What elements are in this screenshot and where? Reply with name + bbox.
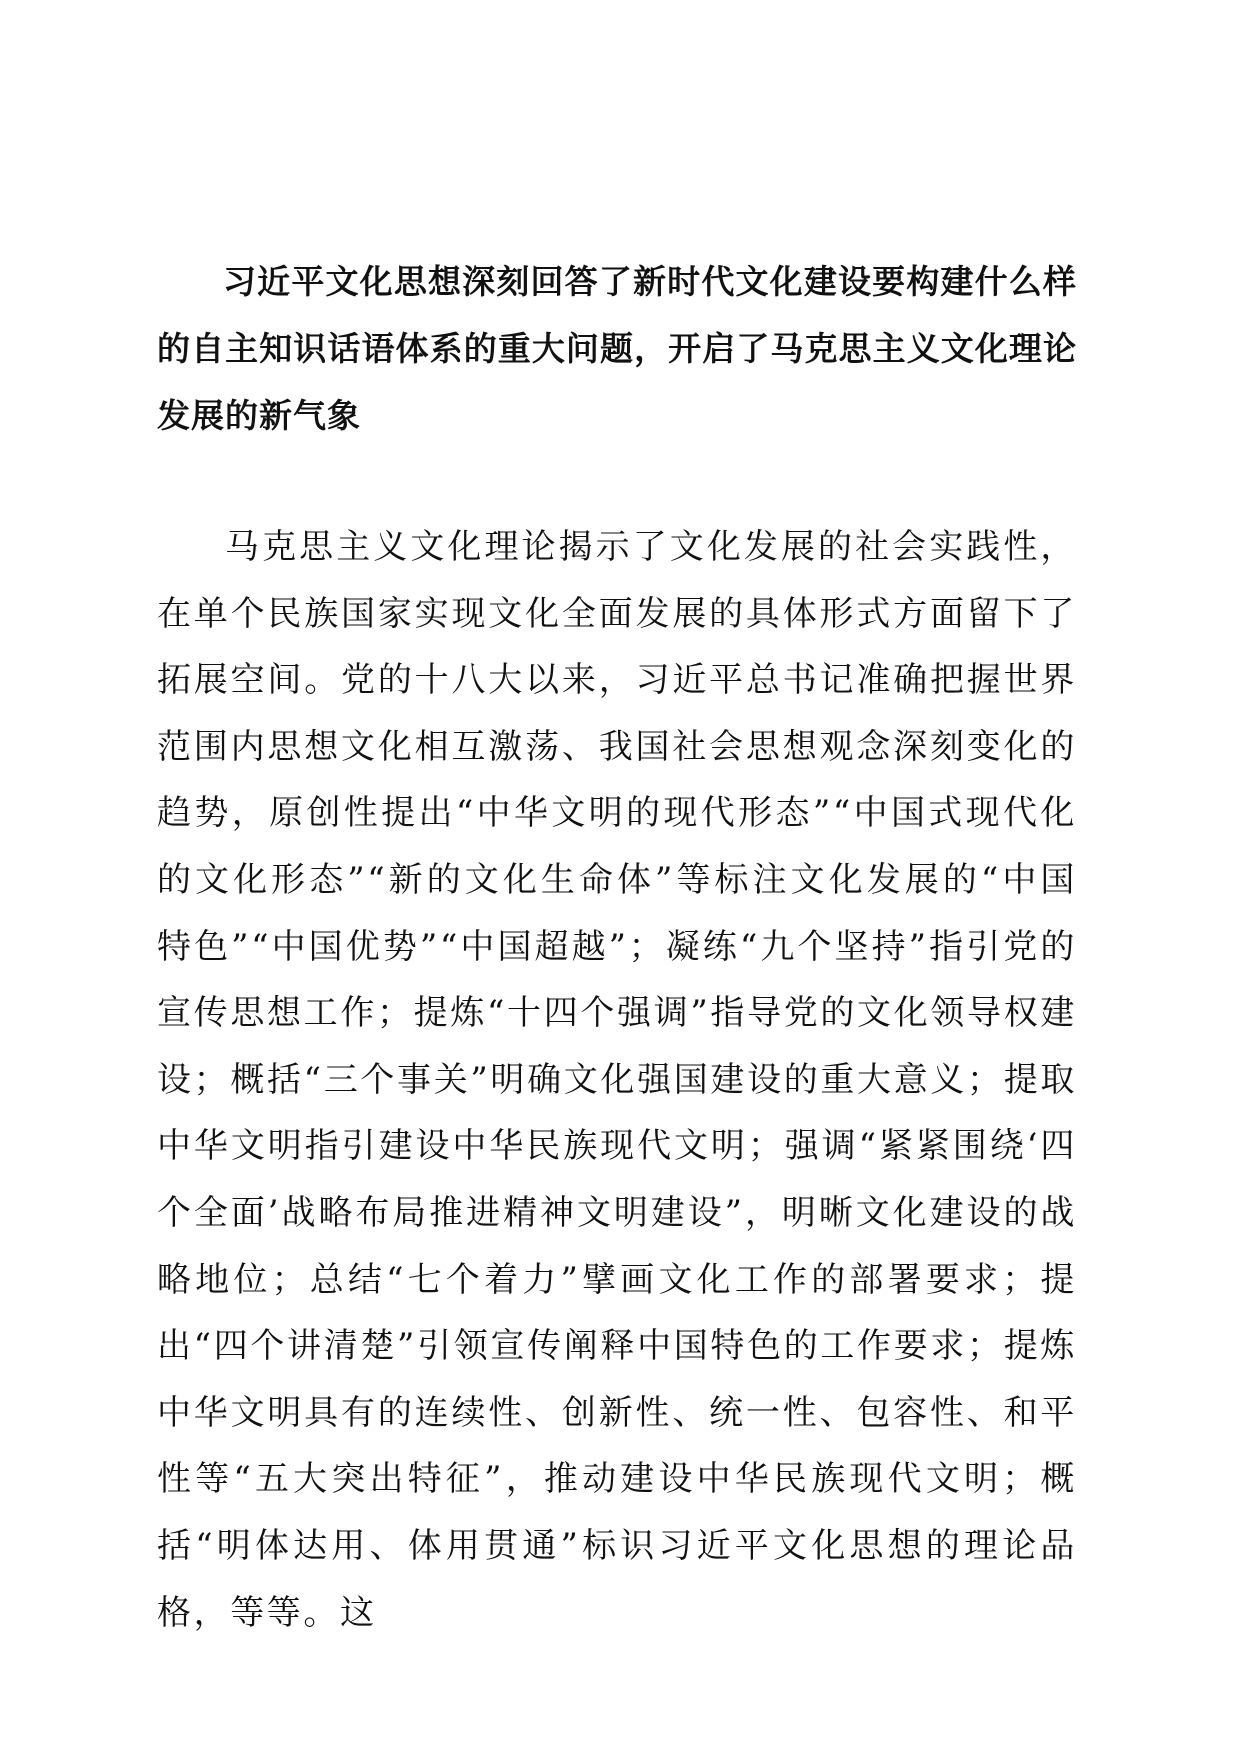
body-paragraph: 马克思主义文化理论揭示了文化发展的社会实践性，在单个民族国家实现文化全面发展的具体形式方面留下了拓展空间。党的十八大以来，习近平总书记准确把握世界范围内思想文化相互激荡、我国社会思想观念深刻变化的趋势，原创性提出“中华文明的现代形态”“中国式现代化的文化形态”“新的文化生命体”等标注文化发展的“中国特色”“中国优势”“中国超越”；凝练“九个坚持”指引党的宣传思想工作；提炼“十四个强调”指导党的文化领导权建设；概括“三个事关”明确文化强国建设的重大意义；提取中华文明指引建设中华民族现代文明；强调“紧紧围绕‘四个全面’战略布局推进精神文明建设”，明晰文化建设的战略地位；总结“七个着力”擘画文化工作的部署要求；提出“四个讲清楚”引领宣传阐释中国特色的工作要求；提炼中华文明具有的连续性、创新性、统一性、包容性、和平性等“五大突出特征”，推动建设中华民族现代文明；概括“明体达用、体用贯通”标识习近平文化思想的理论品格，等等。这 [157,527,1077,1633]
section-heading: 习近平文化思想深刻回答了新时代文化建设要构建什么样的自主知识话语体系的重大问题，开启了马克思主义文化理论发展的新气象 [157,262,1077,435]
